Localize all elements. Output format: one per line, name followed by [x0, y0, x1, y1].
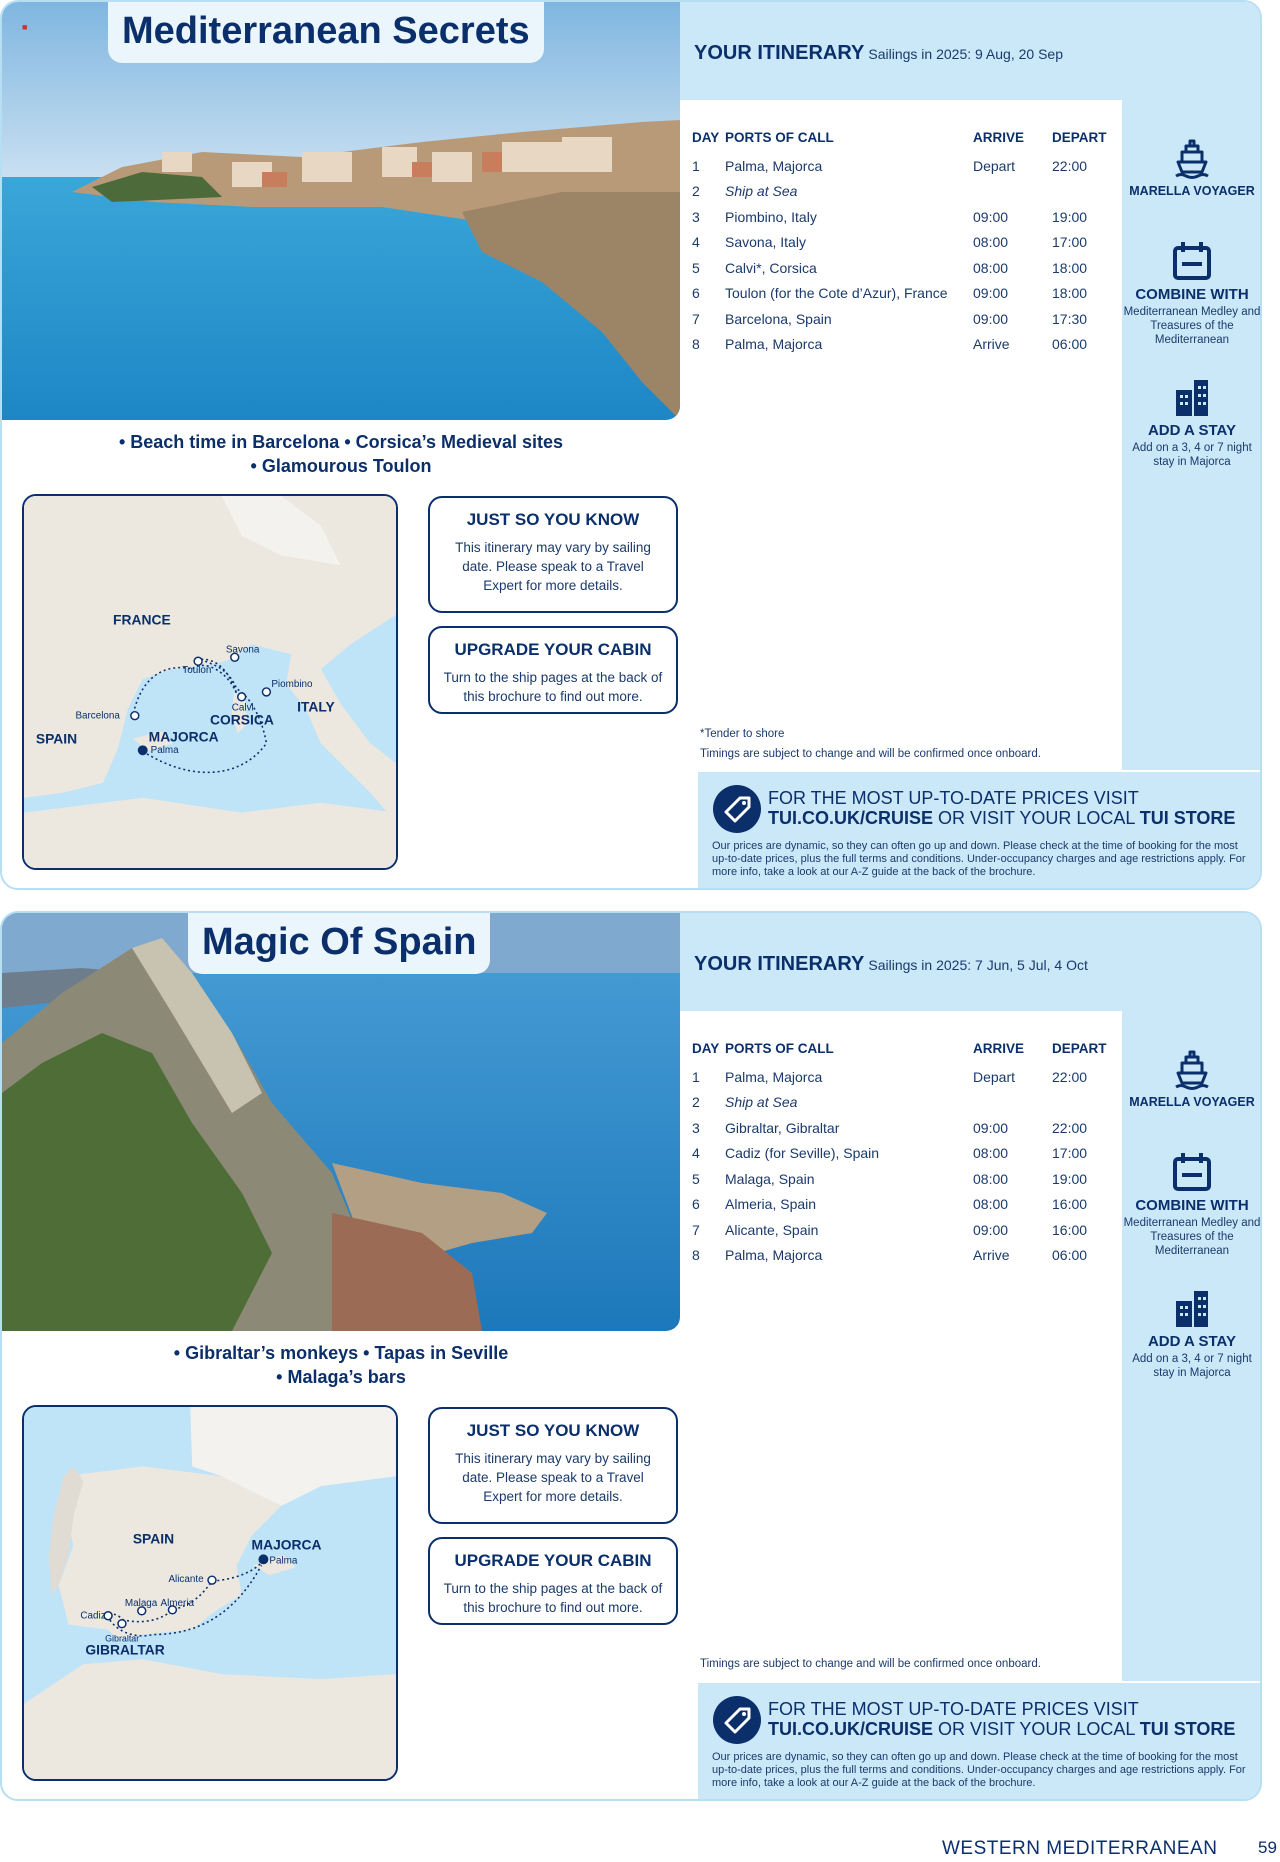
arrive-cell: 09:00 [973, 208, 1009, 225]
section-title: WESTERN MEDITERRANEAN [942, 1838, 1218, 1859]
add-stay-info [1122, 1289, 1262, 1380]
ship-info [1122, 1047, 1262, 1109]
info-box-text: This itinerary may vary by sailing date. Please speak to a Travel Expert for more details. [455, 540, 651, 593]
table-row [692, 255, 1112, 281]
table-row [692, 153, 1112, 179]
arrive-cell: 08:00 [973, 234, 1009, 251]
table-row [692, 1166, 1112, 1192]
cruise-photo-rock-of-gibraltar [2, 913, 680, 1331]
hotel-icon [1172, 378, 1212, 418]
day-cell: 1 [692, 1068, 700, 1085]
port-cell: Ship at Sea [725, 183, 798, 200]
arrive-cell: Arrive [973, 1247, 1010, 1264]
map-label-france: FRANCE [113, 611, 171, 628]
cruise-sidebar [1122, 1011, 1262, 1681]
calendar-icon [1170, 1151, 1214, 1193]
depart-cell: 16:00 [1052, 1196, 1088, 1213]
cruise-highlights [2, 1341, 680, 1389]
info-box-text: This itinerary may vary by sailing date. Please speak to a Travel Expert for more details. [455, 1451, 651, 1504]
day-cell: 6 [692, 1196, 700, 1213]
port-cell: Palma, Majorca [725, 1068, 823, 1085]
depart-cell [1052, 179, 1112, 205]
just-so-you-know-box [428, 1407, 678, 1524]
promo-website: TUI.CO.UK/CRUISE [768, 1719, 934, 1739]
depart-cell: 06:00 [1052, 1247, 1088, 1264]
combine-text: Mediterranean Medley and Treasures of the Mediterranean [1123, 306, 1261, 346]
cruise-highlights [2, 430, 680, 478]
itinerary-header [680, 2, 1262, 100]
depart-cell: 16:00 [1052, 1221, 1088, 1238]
header-depart: DEPART [1052, 1041, 1107, 1056]
info-box-text: Turn to the ship pages at the back of this brochure to find out more. [443, 670, 663, 704]
map-label-italy: ITALY [297, 698, 335, 715]
combine-with-info [1122, 1151, 1262, 1258]
ship-info [1122, 136, 1262, 198]
itinerary-label: YOUR ITINERARY [694, 953, 865, 975]
depart-cell: 18:00 [1052, 259, 1088, 276]
price-promo-panel [698, 772, 1262, 890]
depart-cell: 22:00 [1052, 157, 1088, 174]
combine-title: COMBINE WITH [1135, 1197, 1249, 1214]
map-label-calvi: Calvi [231, 702, 254, 714]
arrive-cell: 09:00 [973, 1119, 1009, 1136]
hotel-icon [1172, 1289, 1212, 1329]
arrive-cell [973, 179, 1052, 205]
port-cell: Piombino, Italy [725, 208, 817, 225]
table-row [692, 179, 1112, 205]
port-cell: Alicante, Spain [725, 1221, 819, 1238]
combine-text: Mediterranean Medley and Treasures of the Mediterranean [1123, 1217, 1261, 1257]
day-cell: 6 [692, 285, 700, 302]
map-label-palma: Palma [269, 1555, 298, 1567]
table-row [692, 204, 1112, 230]
price-promo-panel [698, 1683, 1262, 1801]
table-row [692, 1090, 1112, 1116]
arrive-cell: Depart [973, 1068, 1016, 1085]
upgrade-cabin-box [428, 626, 678, 714]
depart-cell: 17:00 [1052, 234, 1088, 251]
arrive-cell: 09:00 [973, 1221, 1009, 1238]
header-day: DAY [692, 1041, 720, 1056]
info-box-text: Turn to the ship pages at the back of this brochure to find out more. [443, 1581, 663, 1615]
itinerary-table [692, 130, 1112, 357]
port-cell: Ship at Sea [725, 1094, 798, 1111]
header-arrive: ARRIVE [973, 130, 1025, 145]
map-label-malaga: Malaga [124, 1597, 158, 1609]
table-row [692, 1115, 1112, 1141]
depart-cell: 06:00 [1052, 336, 1088, 353]
port-cell: Palma, Majorca [725, 1247, 823, 1264]
header-arrive: ARRIVE [973, 1041, 1025, 1056]
port-cell: Palma, Majorca [725, 157, 823, 174]
table-row [692, 332, 1112, 358]
cruise-title: Magic Of Spain [188, 913, 490, 974]
map-label-majorca: MAJORCA [148, 728, 219, 745]
table-header-row [692, 130, 1112, 153]
map-label-palma: Palma [150, 745, 179, 757]
map-label-corsica: CORSICA [210, 711, 274, 728]
ship-name: MARELLA VOYAGER [1129, 1095, 1255, 1109]
arrive-cell: 08:00 [973, 259, 1009, 276]
itinerary-label: YOUR ITINERARY [694, 42, 865, 64]
port-cell: Almeria, Spain [725, 1196, 817, 1213]
map-label-gibraltar: GIBRALTAR [85, 1641, 165, 1658]
map-label-toulon: Toulon [182, 665, 212, 677]
cruise-sidebar [1122, 100, 1262, 770]
cruise-card-mediterranean-secrets [0, 0, 1262, 890]
combine-title: COMBINE WITH [1135, 286, 1249, 303]
map-label-majorca: MAJORCA [251, 1536, 322, 1553]
add-stay-text: Add on a 3, 4 or 7 night stay in Majorca [1132, 442, 1252, 468]
day-cell: 8 [692, 336, 700, 353]
port-cell: Calvi*, Corsica [725, 259, 817, 276]
ship-icon [1170, 1047, 1214, 1091]
itinerary-table [692, 1041, 1112, 1268]
combine-with-info [1122, 240, 1262, 347]
map-label-gibraltar-town: Gibraltar [105, 1633, 140, 1644]
promo-store: TUI STORE [1139, 1719, 1236, 1739]
map-label-spain: SPAIN [35, 730, 78, 747]
map-label-piombino: Piombino [271, 678, 313, 690]
header-ports: PORTS OF CALL [725, 1041, 834, 1056]
day-cell: 3 [692, 1119, 700, 1136]
port-cell: Palma, Majorca [725, 336, 823, 353]
port-cell: Cadiz (for Seville), Spain [725, 1145, 880, 1162]
page-number: 59 [1258, 1838, 1277, 1857]
day-cell: 4 [692, 234, 700, 251]
add-stay-info [1122, 378, 1262, 469]
promo-website: TUI.CO.UK/CRUISE [768, 808, 934, 828]
itinerary-header [680, 913, 1262, 1011]
depart-cell: 17:30 [1052, 310, 1088, 327]
tender-note: *Tender to shore [700, 728, 785, 740]
arrive-cell: Arrive [973, 336, 1010, 353]
header-ports: PORTS OF CALL [725, 130, 834, 145]
table-row [692, 1141, 1112, 1167]
add-stay-title: ADD A STAY [1147, 422, 1237, 439]
table-row [692, 1192, 1112, 1218]
depart-cell: 19:00 [1052, 208, 1088, 225]
arrive-cell: 09:00 [973, 310, 1009, 327]
cruise-card-magic-of-spain [0, 911, 1262, 1801]
day-cell: 5 [692, 259, 700, 276]
route-map [22, 1405, 398, 1781]
promo-heading: FOR THE MOST UP-TO-DATE PRICES VISIT [768, 1699, 1139, 1719]
calendar-icon [1170, 240, 1214, 282]
day-cell: 2 [692, 1094, 700, 1111]
day-cell: 1 [692, 157, 700, 174]
depart-cell: 19:00 [1052, 1170, 1088, 1187]
day-cell: 3 [692, 208, 700, 225]
map-label-spain: SPAIN [132, 1530, 175, 1547]
highlight-line: • Glamourous Toulon [250, 456, 432, 476]
map-label-barcelona: Barcelona [75, 710, 120, 722]
header-depart: DEPART [1052, 130, 1107, 145]
day-cell: 7 [692, 310, 700, 327]
promo-terms: Our prices are dynamic, so they can often go up and down. Please check at the time of booking for the most up-to-date prices, plus the full terms and conditions. Under-occupancy charges and age restrictions apply. For more info, take a look at our A-Z guide at the back of the brochure. [712, 840, 1246, 878]
table-row [692, 306, 1112, 332]
promo-store: TUI STORE [1139, 808, 1236, 828]
price-tag-icon [712, 784, 762, 834]
sailing-dates: Sailings in 2025: 9 Aug, 20 Sep [868, 46, 1063, 62]
ship-name: MARELLA VOYAGER [1129, 184, 1255, 198]
table-row [692, 1064, 1112, 1090]
day-cell: 7 [692, 1221, 700, 1238]
map-label-savona: Savona [225, 644, 260, 656]
day-cell: 4 [692, 1145, 700, 1162]
depart-cell: 17:00 [1052, 1145, 1088, 1162]
port-cell: Barcelona, Spain [725, 310, 832, 327]
arrive-cell [973, 1090, 1052, 1116]
depart-cell [1052, 1090, 1112, 1116]
cruise-title: Mediterranean Secrets [108, 2, 544, 63]
promo-terms: Our prices are dynamic, so they can often go up and down. Please check at the time of booking for the most up-to-date prices, plus the full terms and conditions. Under-occupancy charges and age restrictions apply. For more info, take a look at our A-Z guide at the back of the brochure. [712, 1751, 1246, 1789]
promo-subheading: TUI.CO.UK/CRUISE OR VISIT YOUR LOCAL TUI STORE [768, 1719, 1236, 1739]
table-row [692, 281, 1112, 307]
arrive-cell: 08:00 [973, 1145, 1009, 1162]
highlight-line: • Beach time in Barcelona • Corsica’s Medieval sites [118, 432, 564, 452]
info-box-title: JUST SO YOU KNOW [466, 510, 640, 529]
promo-heading: FOR THE MOST UP-TO-DATE PRICES VISIT [768, 788, 1139, 808]
map-label-almeria: Almeria [160, 1597, 195, 1609]
just-so-you-know-box [428, 496, 678, 613]
highlight-line: • Malaga’s bars [276, 1367, 406, 1387]
price-tag-icon [712, 1695, 762, 1745]
table-row [692, 1217, 1112, 1243]
info-box-title: JUST SO YOU KNOW [466, 1421, 640, 1440]
timings-note: Timings are subject to change and will be confirmed once onboard. [700, 1658, 1041, 1670]
port-cell: Gibraltar, Gibraltar [725, 1119, 840, 1136]
add-stay-text: Add on a 3, 4 or 7 night stay in Majorca [1132, 1353, 1252, 1379]
port-cell: Savona, Italy [725, 234, 806, 251]
map-label-alicante: Alicante [168, 1574, 204, 1586]
depart-cell: 22:00 [1052, 1119, 1088, 1136]
sailing-dates: Sailings in 2025: 7 Jun, 5 Jul, 4 Oct [868, 957, 1088, 973]
route-map [22, 494, 398, 870]
arrive-cell: Depart [973, 157, 1016, 174]
ship-icon [1170, 136, 1214, 180]
upgrade-cabin-box [428, 1537, 678, 1625]
depart-cell: 18:00 [1052, 285, 1088, 302]
itinerary-notes [700, 1654, 1041, 1674]
info-box-title: UPGRADE YOUR CABIN [454, 640, 652, 659]
arrive-cell: 09:00 [973, 285, 1009, 302]
port-cell: Malaga, Spain [725, 1170, 815, 1187]
table-header-row [692, 1041, 1112, 1064]
promo-subheading: TUI.CO.UK/CRUISE OR VISIT YOUR LOCAL TUI STORE [768, 808, 1236, 828]
depart-cell: 22:00 [1052, 1068, 1088, 1085]
map-label-cadiz: Cadiz [80, 1610, 106, 1622]
info-box-title: UPGRADE YOUR CABIN [454, 1551, 652, 1570]
day-cell: 5 [692, 1170, 700, 1187]
arrive-cell: 08:00 [973, 1170, 1009, 1187]
itinerary-notes [700, 724, 1041, 764]
language-flag-icon: ■ [22, 22, 28, 32]
timings-note: Timings are subject to change and will be confirmed once onboard. [700, 748, 1041, 760]
day-cell: 2 [692, 183, 700, 200]
add-stay-title: ADD A STAY [1147, 1333, 1237, 1350]
header-day: DAY [692, 130, 720, 145]
cruise-photo-coastal-town [2, 2, 680, 420]
highlight-line: • Gibraltar’s monkeys • Tapas in Seville [173, 1343, 509, 1363]
port-cell: Toulon (for the Cote d’Azur), France [725, 285, 948, 302]
table-row [692, 230, 1112, 256]
arrive-cell: 08:00 [973, 1196, 1009, 1213]
table-row [692, 1243, 1112, 1269]
day-cell: 8 [692, 1247, 700, 1264]
